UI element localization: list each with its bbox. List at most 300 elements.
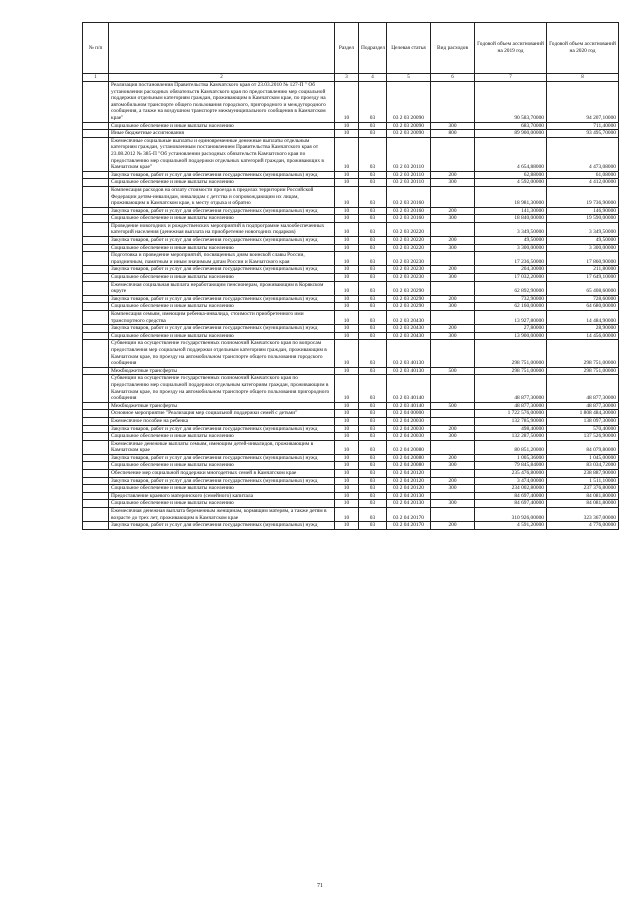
row-razdel: 10 bbox=[335, 215, 359, 223]
row-expense-type bbox=[431, 311, 475, 325]
row-amount-2019: 3 300,00000 bbox=[475, 244, 547, 252]
table-row bbox=[83, 244, 619, 252]
row-expense-type bbox=[431, 82, 475, 123]
row-num bbox=[83, 82, 109, 123]
row-amount-2020: 84 079,80000 bbox=[547, 440, 619, 454]
row-num bbox=[83, 295, 109, 303]
row-amount-2019: 4 654,88000 bbox=[475, 137, 547, 171]
row-name: Ежемесячная денежная выплата беременным женщинам, кормящим матерям, а также детям в возрасте до трех лет, проживающим в Камчатском крае bbox=[109, 508, 335, 522]
row-num bbox=[83, 325, 109, 333]
row-target-article: 03 2 03 20430 bbox=[387, 311, 431, 325]
header-vr: Вид расходов bbox=[431, 23, 475, 74]
row-name: Закупка товаров, работ и услуг для обеспечения государственных (муниципальных) нужд bbox=[109, 171, 335, 179]
row-amount-2019: 62 160,00000 bbox=[475, 303, 547, 311]
row-num bbox=[83, 244, 109, 252]
row-podrazdel: 03 bbox=[359, 462, 387, 470]
row-name: Закупка товаров, работ и услуг для обеспечения государственных (муниципальных) нужд bbox=[109, 477, 335, 485]
row-num bbox=[83, 485, 109, 493]
row-num bbox=[83, 122, 109, 130]
row-name: Основное мероприятие "Реализация мер социальной поддержки семей с детьми" bbox=[109, 410, 335, 418]
row-name: Субвенции на осуществление государственных полномочий Камчатского края по вопросам предоставления мер социальной поддержки отдельным категориям граждан, проживающим в Камчатском крае, по проезду на автомобильном транспорте общего пользования городского сообщения bbox=[109, 340, 335, 367]
table-row bbox=[83, 462, 619, 470]
row-podrazdel: 03 bbox=[359, 186, 387, 207]
row-name: Ежемесячная социальная выплата неработающим пенсионерам, проживающим в Корякском округе bbox=[109, 281, 335, 295]
row-amount-2019: 80 851,20000 bbox=[475, 440, 547, 454]
table-row bbox=[83, 485, 619, 493]
table-row bbox=[83, 425, 619, 433]
row-amount-2019: 498,40000 bbox=[475, 425, 547, 433]
row-expense-type: 300 bbox=[431, 215, 475, 223]
row-name: Реализация постановления Правительства Камчатского края от 23.03.2010 № 127-П " Об установлении расходных обязательств Камчатского края по предоставлению мер социальной поддержки отдельным категориям граждан, проживающим в Камчатском крае, по проезду на автомобильном транспорте общего пользования городского, пригородного и междугородного сообщения, а также на воздушном транспорте межмуниципального сообщения в Камчатском крае" bbox=[109, 82, 335, 123]
header-name bbox=[109, 23, 335, 74]
table-body bbox=[83, 82, 619, 530]
header-y2020: Годовой объем ассигнований на 2020 год bbox=[547, 23, 619, 74]
row-amount-2020: 65 408,60000 bbox=[547, 281, 619, 295]
row-expense-type: 200 bbox=[431, 237, 475, 245]
row-expense-type bbox=[431, 281, 475, 295]
row-podrazdel: 03 bbox=[359, 252, 387, 266]
row-amount-2019: 234 002,80000 bbox=[475, 485, 547, 493]
row-amount-2020: 3 349,50000 bbox=[547, 222, 619, 236]
col-number: 3 bbox=[335, 74, 359, 82]
row-target-article: 03 2 03 20290 bbox=[387, 303, 431, 311]
row-target-article: 03 2 03 20220 bbox=[387, 244, 431, 252]
row-amount-2019: 132 785,90000 bbox=[475, 417, 547, 425]
row-expense-type bbox=[431, 252, 475, 266]
col-number: 2 bbox=[109, 74, 335, 82]
row-razdel: 10 bbox=[335, 179, 359, 187]
row-amount-2019: 3 349,50000 bbox=[475, 222, 547, 236]
table-row bbox=[83, 410, 619, 418]
row-expense-type: 300 bbox=[431, 485, 475, 493]
row-num bbox=[83, 508, 109, 522]
row-razdel: 10 bbox=[335, 433, 359, 441]
row-amount-2019: 298 751,00000 bbox=[475, 367, 547, 375]
row-expense-type bbox=[431, 375, 475, 402]
row-name: Закупка товаров, работ и услуг для обеспечения государственных (муниципальных) нужд bbox=[109, 454, 335, 462]
row-target-article: 03 2 03 20430 bbox=[387, 332, 431, 340]
table-row bbox=[83, 295, 619, 303]
row-podrazdel: 03 bbox=[359, 500, 387, 508]
row-num bbox=[83, 500, 109, 508]
row-expense-type bbox=[431, 440, 475, 454]
row-target-article: 03 2 03 20110 bbox=[387, 137, 431, 171]
row-amount-2020: 84 081,80000 bbox=[547, 492, 619, 500]
row-amount-2020: 4 776,00000 bbox=[547, 522, 619, 530]
row-expense-type: 800 bbox=[431, 130, 475, 138]
row-amount-2019: 62,88000 bbox=[475, 171, 547, 179]
row-podrazdel: 03 bbox=[359, 340, 387, 367]
row-razdel: 10 bbox=[335, 417, 359, 425]
row-num bbox=[83, 367, 109, 375]
row-name: Социальное обеспечение и иные выплаты населению bbox=[109, 500, 335, 508]
row-podrazdel: 03 bbox=[359, 222, 387, 236]
row-amount-2019: 1 722 576,00000 bbox=[475, 410, 547, 418]
row-name: Межбюджетные трансферты bbox=[109, 367, 335, 375]
row-num bbox=[83, 477, 109, 485]
row-podrazdel: 03 bbox=[359, 179, 387, 187]
header-razdel: Раздел bbox=[335, 23, 359, 74]
row-razdel: 10 bbox=[335, 207, 359, 215]
row-amount-2020: 83 034,72000 bbox=[547, 462, 619, 470]
row-name: Социальное обеспечение и иные выплаты населению bbox=[109, 274, 335, 282]
table-row bbox=[83, 332, 619, 340]
row-podrazdel: 03 bbox=[359, 274, 387, 282]
table-row bbox=[83, 522, 619, 530]
table-row bbox=[83, 367, 619, 375]
row-expense-type bbox=[431, 222, 475, 236]
row-amount-2019: 1 005,36000 bbox=[475, 454, 547, 462]
row-razdel: 10 bbox=[335, 122, 359, 130]
row-razdel: 10 bbox=[335, 367, 359, 375]
table-row bbox=[83, 508, 619, 522]
row-podrazdel: 03 bbox=[359, 130, 387, 138]
row-target-article: 03 2 04 20080 bbox=[387, 440, 431, 454]
row-podrazdel: 03 bbox=[359, 522, 387, 530]
row-razdel: 10 bbox=[335, 237, 359, 245]
row-target-article: 03 2 04 20080 bbox=[387, 454, 431, 462]
row-amount-2020: 237 376,80000 bbox=[547, 485, 619, 493]
row-target-article: 03 2 03 20090 bbox=[387, 122, 431, 130]
row-amount-2019: 84 697,40000 bbox=[475, 500, 547, 508]
row-podrazdel: 03 bbox=[359, 433, 387, 441]
row-amount-2020: 48 877,30000 bbox=[547, 402, 619, 410]
row-name: Иные бюджетные ассигнования bbox=[109, 130, 335, 138]
row-razdel: 10 bbox=[335, 222, 359, 236]
row-expense-type: 200 bbox=[431, 266, 475, 274]
row-podrazdel: 03 bbox=[359, 207, 387, 215]
row-podrazdel: 03 bbox=[359, 425, 387, 433]
row-expense-type: 500 bbox=[431, 367, 475, 375]
row-amount-2019: 79 845,84000 bbox=[475, 462, 547, 470]
row-razdel: 10 bbox=[335, 425, 359, 433]
row-expense-type: 200 bbox=[431, 522, 475, 530]
row-podrazdel: 03 bbox=[359, 440, 387, 454]
row-num bbox=[83, 186, 109, 207]
row-podrazdel: 03 bbox=[359, 332, 387, 340]
row-num bbox=[83, 237, 109, 245]
row-razdel: 10 bbox=[335, 375, 359, 402]
row-amount-2020: 19 736,90000 bbox=[547, 186, 619, 207]
row-name: Ежемесячные социальные выплаты и единовременные денежные выплаты отдельным категориям граждан, установленным постановлением Правительства Камчатского края от 23.08.2012 № 385-П "Об установлении расходных обязательств Камчатского края по предоставлению мер социальной поддержки отдельных категорий граждан, проживающих в Камчатском крае" bbox=[109, 137, 335, 171]
budget-table bbox=[82, 22, 619, 530]
row-target-article: 03 2 03 40130 bbox=[387, 367, 431, 375]
col-number: 4 bbox=[359, 74, 387, 82]
row-target-article: 03 2 03 20220 bbox=[387, 237, 431, 245]
row-name: Компенсация семьям, имеющим ребенка-инвалида, стоимости приобретенного ими транспортного средства bbox=[109, 311, 335, 325]
row-expense-type: 300 bbox=[431, 179, 475, 187]
row-num bbox=[83, 222, 109, 236]
row-razdel: 10 bbox=[335, 454, 359, 462]
row-num bbox=[83, 137, 109, 171]
row-expense-type: 300 bbox=[431, 433, 475, 441]
row-name: Социальное обеспечение и иные выплаты населению bbox=[109, 485, 335, 493]
row-name: Закупка товаров, работ и услуг для обеспечения государственных (муниципальных) нужд bbox=[109, 325, 335, 333]
row-podrazdel: 03 bbox=[359, 137, 387, 171]
row-podrazdel: 03 bbox=[359, 410, 387, 418]
row-expense-type: 500 bbox=[431, 402, 475, 410]
row-razdel: 10 bbox=[335, 402, 359, 410]
row-amount-2020: 48 877,30000 bbox=[547, 375, 619, 402]
row-amount-2019: 3 474,00000 bbox=[475, 477, 547, 485]
row-num bbox=[83, 266, 109, 274]
row-expense-type: 200 bbox=[431, 477, 475, 485]
row-amount-2019: 17 236,50000 bbox=[475, 252, 547, 266]
row-target-article: 03 2 03 20230 bbox=[387, 274, 431, 282]
row-podrazdel: 03 bbox=[359, 82, 387, 123]
row-amount-2019: 683,70000 bbox=[475, 122, 547, 130]
row-expense-type: 200 bbox=[431, 425, 475, 433]
row-amount-2020: 14 456,00000 bbox=[547, 332, 619, 340]
row-razdel: 10 bbox=[335, 332, 359, 340]
table-row bbox=[83, 237, 619, 245]
row-amount-2019: 17 032,20000 bbox=[475, 274, 547, 282]
row-razdel: 10 bbox=[335, 340, 359, 367]
row-name: Подготовка и проведение мероприятий, посвященных дням воинской славы России, праздничным, памятным и иным значимым датам России и Камчатского края bbox=[109, 252, 335, 266]
row-amount-2020: 711,40000 bbox=[547, 122, 619, 130]
table-row bbox=[83, 325, 619, 333]
row-target-article: 03 2 03 20090 bbox=[387, 130, 431, 138]
row-podrazdel: 03 bbox=[359, 295, 387, 303]
row-target-article: 03 2 03 40130 bbox=[387, 340, 431, 367]
row-num bbox=[83, 433, 109, 441]
row-razdel: 10 bbox=[335, 295, 359, 303]
row-num bbox=[83, 522, 109, 530]
row-num bbox=[83, 274, 109, 282]
row-amount-2019: 732,90000 bbox=[475, 295, 547, 303]
row-razdel: 10 bbox=[335, 410, 359, 418]
table-row bbox=[83, 137, 619, 171]
row-name: Ежемесячное пособие на ребенка bbox=[109, 417, 335, 425]
row-podrazdel: 03 bbox=[359, 266, 387, 274]
row-target-article: 03 2 03 20290 bbox=[387, 295, 431, 303]
row-amount-2020: 1 045,00000 bbox=[547, 454, 619, 462]
row-razdel: 10 bbox=[335, 281, 359, 295]
row-amount-2019: 13 927,80000 bbox=[475, 311, 547, 325]
row-podrazdel: 03 bbox=[359, 281, 387, 295]
row-expense-type bbox=[431, 186, 475, 207]
row-expense-type bbox=[431, 508, 475, 522]
row-razdel: 10 bbox=[335, 82, 359, 123]
row-expense-type: 300 bbox=[431, 274, 475, 282]
row-expense-type bbox=[431, 410, 475, 418]
row-razdel: 10 bbox=[335, 325, 359, 333]
row-amount-2019: 204,30000 bbox=[475, 266, 547, 274]
row-target-article: 03 2 03 20430 bbox=[387, 325, 431, 333]
table-row bbox=[83, 402, 619, 410]
row-amount-2020: 323 367,00000 bbox=[547, 508, 619, 522]
row-num bbox=[83, 340, 109, 367]
row-name: Компенсация расходов на оплату стоимости проезда в пределах территории Российской Федерации детям-инвалидам, инвалидам с детства и сопровождающим их лицам, проживающим в Камчатском крае, к месту отдыха и обратно bbox=[109, 186, 335, 207]
row-amount-2020: 570,40000 bbox=[547, 425, 619, 433]
table-row bbox=[83, 303, 619, 311]
row-name: Закупка товаров, работ и услуг для обеспечения государственных (муниципальных) нужд bbox=[109, 237, 335, 245]
row-name: Межбюджетные трансферты bbox=[109, 402, 335, 410]
row-expense-type: 300 bbox=[431, 303, 475, 311]
row-podrazdel: 03 bbox=[359, 215, 387, 223]
row-target-article: 03 2 03 20230 bbox=[387, 266, 431, 274]
row-razdel: 10 bbox=[335, 266, 359, 274]
row-amount-2019: 141,30000 bbox=[475, 207, 547, 215]
row-razdel: 10 bbox=[335, 477, 359, 485]
row-target-article: 03 2 03 20290 bbox=[387, 281, 431, 295]
row-target-article: 03 2 04 20030 bbox=[387, 425, 431, 433]
row-name: Субвенции на осуществление государственных полномочий Камчатского края по предоставлению мер социальной поддержки отдельным категориям граждан, проживающим в Камчатском крае, по проезду на автомобильном транспорте общего пользования пригородного сообщения bbox=[109, 375, 335, 402]
col-number: 8 bbox=[547, 74, 619, 82]
row-name: Социальное обеспечение и иные выплаты населению bbox=[109, 433, 335, 441]
row-amount-2020: 17 860,90000 bbox=[547, 252, 619, 266]
header-podrazdel: Подраздел bbox=[359, 23, 387, 74]
row-amount-2020: 28,90000 bbox=[547, 325, 619, 333]
row-expense-type: 200 bbox=[431, 454, 475, 462]
row-expense-type: 200 bbox=[431, 295, 475, 303]
table-row bbox=[83, 171, 619, 179]
row-expense-type bbox=[431, 417, 475, 425]
row-podrazdel: 03 bbox=[359, 122, 387, 130]
row-amount-2019: 310 926,00000 bbox=[475, 508, 547, 522]
page-number: 71 bbox=[317, 883, 323, 889]
row-amount-2019: 298 751,00000 bbox=[475, 340, 547, 367]
row-amount-2019: 84 697,40000 bbox=[475, 492, 547, 500]
row-target-article: 03 2 03 40140 bbox=[387, 402, 431, 410]
row-amount-2020: 94 207,10000 bbox=[547, 82, 619, 123]
row-num bbox=[83, 171, 109, 179]
row-expense-type bbox=[431, 137, 475, 171]
row-target-article: 03 2 04 20030 bbox=[387, 433, 431, 441]
table-row bbox=[83, 207, 619, 215]
table-row bbox=[83, 454, 619, 462]
row-amount-2020: 4 473,08000 bbox=[547, 137, 619, 171]
row-num bbox=[83, 492, 109, 500]
row-name: Закупка товаров, работ и услуг для обеспечения государственных (муниципальных) нужд bbox=[109, 207, 335, 215]
row-num bbox=[83, 410, 109, 418]
row-podrazdel: 03 bbox=[359, 492, 387, 500]
row-amount-2020: 146,90000 bbox=[547, 207, 619, 215]
row-name: Предоставление краевого материнского (семейного) капитала bbox=[109, 492, 335, 500]
row-amount-2019: 48 877,30000 bbox=[475, 402, 547, 410]
row-podrazdel: 03 bbox=[359, 508, 387, 522]
row-name: Ежемесячные денежные выплаты семьям, имеющим детей-инвалидов, проживающим в Камчатском крае bbox=[109, 440, 335, 454]
row-razdel: 10 bbox=[335, 171, 359, 179]
row-razdel: 10 bbox=[335, 252, 359, 266]
row-podrazdel: 03 bbox=[359, 454, 387, 462]
row-target-article: 03 2 03 20110 bbox=[387, 179, 431, 187]
row-target-article: 03 2 03 20090 bbox=[387, 82, 431, 123]
row-expense-type bbox=[431, 470, 475, 478]
row-expense-type bbox=[431, 340, 475, 367]
table-row bbox=[83, 470, 619, 478]
row-target-article: 03 2 03 40140 bbox=[387, 375, 431, 402]
table-row bbox=[83, 122, 619, 130]
row-amount-2020: 138 097,30000 bbox=[547, 417, 619, 425]
row-podrazdel: 03 bbox=[359, 325, 387, 333]
row-razdel: 10 bbox=[335, 485, 359, 493]
row-amount-2020: 1 511,10000 bbox=[547, 477, 619, 485]
row-target-article: 03 2 04 20130 bbox=[387, 492, 431, 500]
row-razdel: 10 bbox=[335, 522, 359, 530]
row-amount-2020: 1 808 484,30000 bbox=[547, 410, 619, 418]
row-amount-2020: 49,50000 bbox=[547, 237, 619, 245]
row-num bbox=[83, 375, 109, 402]
table-row bbox=[83, 82, 619, 123]
row-razdel: 10 bbox=[335, 137, 359, 171]
row-target-article: 03 2 03 20110 bbox=[387, 171, 431, 179]
row-podrazdel: 03 bbox=[359, 402, 387, 410]
row-amount-2019: 18 840,00000 bbox=[475, 215, 547, 223]
row-amount-2020: 93 495,70000 bbox=[547, 130, 619, 138]
col-number: 1 bbox=[83, 74, 109, 82]
row-podrazdel: 03 bbox=[359, 367, 387, 375]
table-row bbox=[83, 440, 619, 454]
row-name: Социальное обеспечение и иные выплаты населению bbox=[109, 215, 335, 223]
row-num bbox=[83, 252, 109, 266]
col-number: 6 bbox=[431, 74, 475, 82]
row-amount-2020: 84 081,80000 bbox=[547, 500, 619, 508]
row-amount-2019: 18 981,30000 bbox=[475, 186, 547, 207]
row-amount-2020: 298 751,00000 bbox=[547, 367, 619, 375]
row-name: Закупка товаров, работ и услуг для обеспечения государственных (муниципальных) нужд bbox=[109, 522, 335, 530]
row-target-article: 03 2 04 20170 bbox=[387, 508, 431, 522]
row-razdel: 10 bbox=[335, 492, 359, 500]
row-target-article: 03 2 03 20160 bbox=[387, 215, 431, 223]
table-row bbox=[83, 281, 619, 295]
row-razdel: 10 bbox=[335, 440, 359, 454]
row-amount-2019: 13 900,00000 bbox=[475, 332, 547, 340]
table-row bbox=[83, 274, 619, 282]
row-amount-2019: 62 892,90000 bbox=[475, 281, 547, 295]
row-target-article: 03 2 04 20080 bbox=[387, 462, 431, 470]
row-razdel: 10 bbox=[335, 130, 359, 138]
row-target-article: 03 2 04 20120 bbox=[387, 470, 431, 478]
row-amount-2020: 4 412,00000 bbox=[547, 179, 619, 187]
row-num bbox=[83, 207, 109, 215]
row-num bbox=[83, 179, 109, 187]
row-target-article: 03 2 04 00000 bbox=[387, 410, 431, 418]
row-razdel: 10 bbox=[335, 244, 359, 252]
row-amount-2019: 49,50000 bbox=[475, 237, 547, 245]
row-razdel: 10 bbox=[335, 470, 359, 478]
table-row bbox=[83, 492, 619, 500]
row-target-article: 03 2 03 20220 bbox=[387, 222, 431, 236]
row-razdel: 10 bbox=[335, 500, 359, 508]
row-amount-2020: 61,08000 bbox=[547, 171, 619, 179]
header-cs: Целевая статья bbox=[387, 23, 431, 74]
table-row bbox=[83, 222, 619, 236]
row-name: Обеспечение мер социальной поддержки многодетных семей в Камчатском крае bbox=[109, 470, 335, 478]
row-num bbox=[83, 281, 109, 295]
row-num bbox=[83, 440, 109, 454]
row-amount-2020: 14 484,90000 bbox=[547, 311, 619, 325]
row-amount-2019: 4 592,00000 bbox=[475, 179, 547, 187]
table-row bbox=[83, 311, 619, 325]
row-expense-type: 200 bbox=[431, 325, 475, 333]
row-target-article: 03 2 04 20120 bbox=[387, 485, 431, 493]
table-row bbox=[83, 215, 619, 223]
row-target-article: 03 2 03 20160 bbox=[387, 186, 431, 207]
row-amount-2020: 211,80000 bbox=[547, 266, 619, 274]
row-razdel: 10 bbox=[335, 274, 359, 282]
row-num bbox=[83, 130, 109, 138]
row-razdel: 10 bbox=[335, 311, 359, 325]
row-podrazdel: 03 bbox=[359, 237, 387, 245]
table-row bbox=[83, 130, 619, 138]
row-expense-type: 300 bbox=[431, 244, 475, 252]
row-amount-2020: 17 649,10000 bbox=[547, 274, 619, 282]
row-num bbox=[83, 454, 109, 462]
row-name: Закупка товаров, работ и услуг для обеспечения государственных (муниципальных) нужд bbox=[109, 425, 335, 433]
row-podrazdel: 03 bbox=[359, 417, 387, 425]
row-podrazdel: 03 bbox=[359, 477, 387, 485]
